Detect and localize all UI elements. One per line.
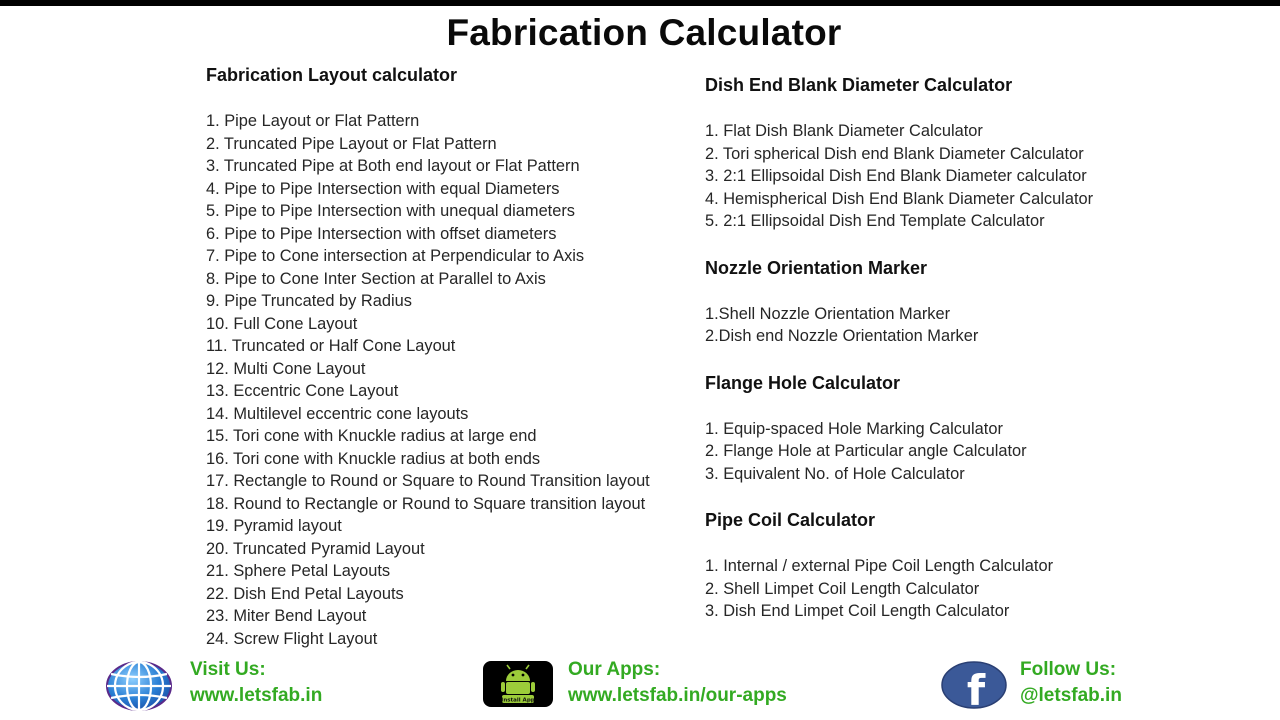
list-item[interactable]: 5. Pipe to Pipe Intersection with unequal diameters xyxy=(206,202,576,220)
list-item[interactable]: 18. Round to Rectangle or Round to Square transition layout xyxy=(206,494,646,513)
layout-calculator-list xyxy=(206,110,686,650)
list-item[interactable]: 2.Dish end Nozzle Orientation Marker xyxy=(705,327,979,345)
calculator-section xyxy=(705,509,1225,623)
list-item[interactable]: 24. Screw Flight Layout xyxy=(206,629,378,648)
install-app-text: Install App xyxy=(501,697,535,704)
list-item[interactable]: 13. Eccentric Cone Layout xyxy=(206,382,399,400)
calculator-list xyxy=(705,555,1225,623)
list-item[interactable]: 16. Tori cone with Knuckle radius at both ends xyxy=(206,449,541,468)
list-item[interactable]: 1. Internal / external Pipe Coil Length Calculator xyxy=(705,557,1054,575)
facebook-icon xyxy=(940,660,1008,710)
android-app-icon xyxy=(482,660,554,708)
list-item[interactable]: 4. Hemispherical Dish End Blank Diameter Calculator xyxy=(705,189,1094,208)
calculator-section xyxy=(705,74,1225,233)
list-item[interactable]: 19. Pyramid layout xyxy=(206,517,342,535)
list-item[interactable]: 2. Truncated Pipe Layout or Flat Pattern xyxy=(206,134,497,153)
calculator-section xyxy=(705,372,1225,486)
page-title: Fabrication Calculator xyxy=(446,12,842,53)
list-item[interactable]: 9. Pipe Truncated by Radius xyxy=(206,292,412,310)
apps-label: Our Apps: xyxy=(568,659,661,680)
list-item[interactable]: 2. Flange Hole at Particular angle Calculator xyxy=(705,442,1027,460)
list-item[interactable]: 7. Pipe to Cone intersection at Perpendicular to Axis xyxy=(206,247,585,265)
list-item[interactable]: 2. Shell Limpet Coil Length Calculator xyxy=(705,579,980,598)
globe-icon xyxy=(104,660,174,712)
section-heading: Fabrication Layout calculator xyxy=(206,65,458,85)
list-item[interactable]: 12. Multi Cone Layout xyxy=(206,359,366,378)
follow-handle[interactable]: @letsfab.in xyxy=(1020,685,1122,706)
list-item[interactable]: 3. Equivalent No. of Hole Calculator xyxy=(705,464,965,483)
footer-apps[interactable] xyxy=(482,658,812,714)
list-item[interactable]: 8. Pipe to Cone Inter Section at Parallel to Axis xyxy=(206,269,546,288)
list-item[interactable]: 21. Sphere Petal Layouts xyxy=(206,562,391,580)
list-item[interactable]: 14. Multilevel eccentric cone layouts xyxy=(206,404,469,423)
section-heading: Pipe Coil Calculator xyxy=(705,510,876,530)
facebook-letter: f xyxy=(966,666,986,710)
list-item[interactable]: 17. Rectangle to Round or Square to Round Transition layout xyxy=(206,472,650,490)
list-item[interactable]: 5. 2:1 Ellipsoidal Dish End Template Calculator xyxy=(705,212,1045,230)
list-item[interactable]: 4. Pipe to Pipe Intersection with equal Diameters xyxy=(206,179,560,198)
list-item[interactable]: 15. Tori cone with Knuckle radius at large end xyxy=(206,427,537,445)
section-heading: Nozzle Orientation Marker xyxy=(705,257,928,278)
apps-link[interactable]: www.letsfab.in/our-apps xyxy=(568,685,787,706)
list-item[interactable]: 1. Equip-spaced Hole Marking Calculator xyxy=(705,419,1003,438)
calculator-list xyxy=(705,303,1225,348)
list-item[interactable]: 2. Tori spherical Dish end Blank Diameter Calculator xyxy=(705,144,1084,163)
list-item[interactable]: 3. 2:1 Ellipsoidal Dish End Blank Diameter calculator xyxy=(705,167,1087,185)
list-item[interactable]: 11. Truncated or Half Cone Layout xyxy=(206,337,456,355)
list-item[interactable]: 10. Full Cone Layout xyxy=(206,314,358,333)
visit-link[interactable]: www.letsfab.in xyxy=(190,685,323,706)
fabrication-layout-section xyxy=(206,64,686,650)
list-item[interactable]: 3. Dish End Limpet Coil Length Calculator xyxy=(705,602,1010,620)
calculator-list xyxy=(705,418,1225,486)
calculator-list xyxy=(705,120,1225,233)
footer-follow[interactable] xyxy=(940,658,1140,714)
follow-label: Follow Us: xyxy=(1020,659,1117,680)
list-item[interactable]: 22. Dish End Petal Layouts xyxy=(206,584,404,603)
list-item[interactable]: 3. Truncated Pipe at Both end layout or Flat Pattern xyxy=(206,157,580,175)
list-item[interactable]: 1.Shell Nozzle Orientation Marker xyxy=(705,304,951,323)
top-bar xyxy=(0,0,1280,6)
footer-visit[interactable] xyxy=(104,658,364,714)
section-heading: Flange Hole Calculator xyxy=(705,372,901,393)
calculator-section xyxy=(705,257,1225,348)
list-item[interactable]: 23. Miter Bend Layout xyxy=(206,607,367,625)
calculator-sections xyxy=(705,74,1225,647)
list-item[interactable]: 20. Truncated Pyramid Layout xyxy=(206,539,425,558)
list-item[interactable]: 1. Flat Dish Blank Diameter Calculator xyxy=(705,122,983,140)
list-item[interactable]: 1. Pipe Layout or Flat Pattern xyxy=(206,112,420,130)
visit-label: Visit Us: xyxy=(190,659,266,680)
section-heading: Dish End Blank Diameter Calculator xyxy=(705,75,1013,95)
list-item[interactable]: 6. Pipe to Pipe Intersection with offset diameters xyxy=(206,224,557,243)
